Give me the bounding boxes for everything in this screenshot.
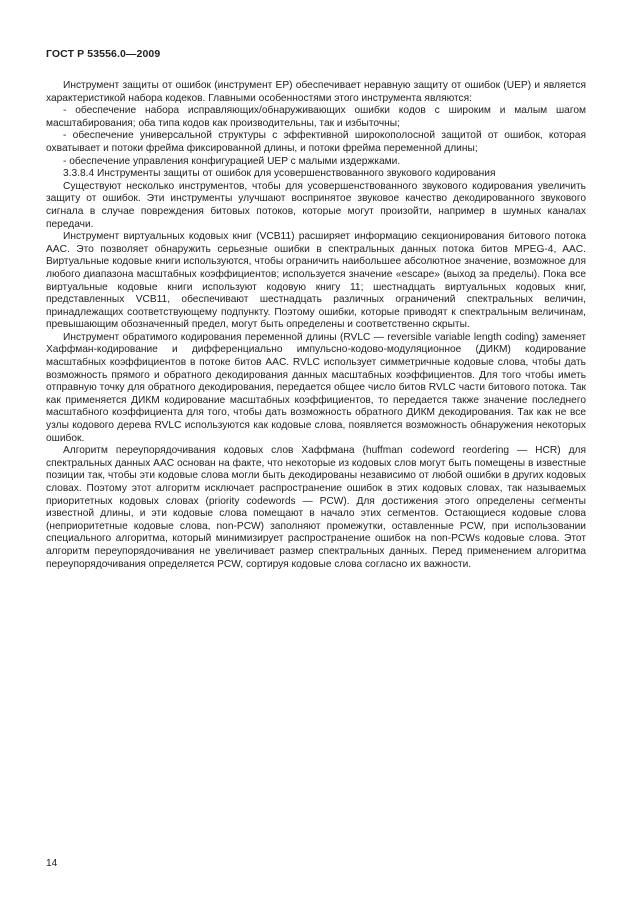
page-number: 14 [46,858,58,869]
paragraph: - обеспечение управления конфигурацией UEP с малыми издержками. [63,155,401,167]
paragraph: Инструмент защиты от ошибок (инструмент EP) обеспечивает неравную защиту от ошибок (UEP) и является характеристикой набора кодеков. Главными особенностями этого инструмента являются: [46,80,586,104]
paragraph: - обеспечение набора исправляющих/обнаруживающих ошибки кодов с широким и малым шагом масштабирования; оба типа кодов как производительны, так и избыточны; [46,105,586,129]
body-text [46,80,586,571]
paragraph: Алгоритм переупорядочивания кодовых слов Хаффмана (huffman codeword reordering — HCR) для спектральных данных AAC основан на факте, что некоторые из кодовых слов могут быть помещены в известные позиции так, чтобы эти кодовые слова могли быть декодированы независимо от любой ошибки в других кодовых словах. Поэтому этот алгоритм исключает распространение ошибок в этих кодовых словах, так называемых приоритетных кодовых словах (priority codewords — PCW). Для достижения этого определены сегменты известной длины, и эти кодовые слова помещают в начало этих сегментов. Остающиеся кодовые слова (неприоритетные кодовые слова, non-PCW) заполняют промежутки, оставленные PCW, при использовании специального алгоритма, который минимизирует распространение ошибок на non-PCWs кодовые слова. Этот алгоритм переупорядочивания не увеличивает размер спектральных данных. Перед применением алгоритма переупорядочивания определяется PCW, сортируя кодовые слова согласно их важности. [46,445,586,570]
paragraph: Инструмент виртуальных кодовых книг (VCB11) расширяет информацию секционирования битового потока AAC. Это позволяет обнаружить серьезные ошибки в спектральных данных потока битов MPEG-4, AAC. Виртуальные кодовые книги используются, чтобы ограничить наибольшее абсолютное значение, возможное для любого диапазона масштабных коэффициентов; используется значение «escape» (выход за пределы). Пока все виртуальные кодовые книги используют кодовую книгу 11; шестнадцать виртуальных кодовых книг, представленных VCB11, обеспечивают шестнадцать различных ограничений спектральных величин, принадлежащих соответствующему подпункту. Поэтому ошибки, которые приводят к спектральным величинам, превышающим обозначенный предел, могут быть определены и соответственно скрыты. [46,231,586,331]
paragraph: Существуют несколько инструментов, чтобы для усовершенствованного звукового кодирования увеличить защиту от ошибок. Эти инструменты улучшают воспринятое звуковое качество декодированного звукового сигнала в случае повреждения битовых потоков, которые могут произойти, например в шумных каналах передачи. [46,180,586,230]
paragraph: - обеспечение универсальной структуры с эффективной широкополосной защитой от ошибок, которая охватывает и потоки фрейма фиксированной длины, и потоки фрейма переменной длины; [46,130,586,154]
paragraph: Инструмент обратимого кодирования переменной длины (RVLC — reversible variable length coding) заменяет Хаффман-кодирование и дифференциально импульсно-кодово-модуляционное (ДИКМ) кодирование масштабных коэффициентов в потоке битов AAC. RVLC использует симметричные кодовые слова, чтобы дать возможность прямого и обратного декодирования данных масштабных коэффициентов. Для того чтобы иметь отправную точку для обратного декодирования, передается общее число битов RVLC части битового потока. Так как применяется ДИКМ кодирование масштабных коэффициентов, то передается также значение последнего масштабного коэффициента для того, чтобы дать возможность обратного ДИКМ декодирования. Так как не все узлы кодового дерева RVLC используются как кодовые слова, появляется возможность обнаружения некоторых ошибок. [46,331,586,444]
document-header: ГОСТ Р 53556.0—2009 [46,48,161,60]
section-heading: 3.3.8.4 Инструменты защиты от ошибок для усовершенствованного звукового кодирования [63,168,496,180]
